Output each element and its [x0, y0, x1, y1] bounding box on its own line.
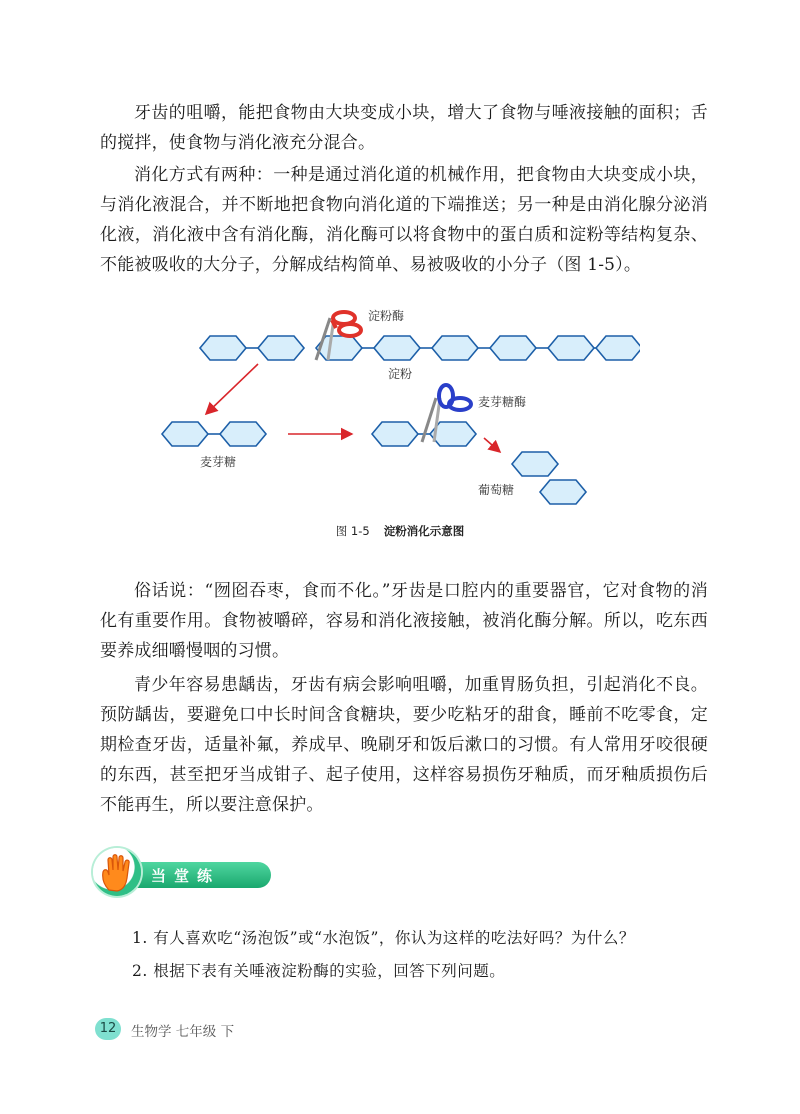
arrow-starch-to-maltose [206, 364, 258, 414]
hexagon [372, 422, 418, 446]
hexagon [200, 336, 246, 360]
hexagon [540, 480, 586, 504]
hexagon [220, 422, 266, 446]
page-number: 12 [95, 1018, 121, 1040]
question-1: 1. 有人喜欢吃“汤泡饭”或“水泡饭”，你认为这样的吃法好吗？为什么？ [132, 929, 635, 947]
hexagon [258, 336, 304, 360]
label-maltase: 麦芽糖酶 [478, 395, 527, 409]
question-2: 2. 根据下表有关唾液淀粉酶的实验，回答下列问题。 [132, 962, 506, 980]
figure-caption-number: 图 1-5 [335, 524, 370, 538]
hexagon [548, 336, 594, 360]
paragraph-digestion-methods: 消化方式有两种：一种是通过消化道的机械作用，把食物由大块变成小块，与消化液混合，并不断地把食物向消化道的下端推送；另一种是由消化腺分泌消化液，消化液中含有消化酶，消化酶可以将食物中的蛋白质和淀粉等结构复杂、不能被吸收的大分子，分解成结构简单、易被吸收的小分子（图 1-5）。 [100, 165, 708, 275]
hexagon [490, 336, 536, 360]
glucose-molecules [512, 452, 586, 504]
book-title: 生物学 七年级 下 [131, 1024, 235, 1040]
label-amylase: 淀粉酶 [368, 309, 405, 323]
label-glucose: 葡萄糖 [478, 483, 515, 497]
practice-banner [93, 848, 273, 898]
hexagon [432, 336, 478, 360]
label-starch: 淀粉 [388, 367, 413, 381]
hexagon [162, 422, 208, 446]
figure-caption [0, 523, 800, 539]
practice-badge [93, 848, 141, 896]
paragraph-dental-caries: 青少年容易患龋齿，牙齿有病会影响咀嚼，加重胃肠负担，引起消化不良。预防龋齿，要避免口中长时间含食糖块，要少吃粘牙的甜食，睡前不吃零食，定期检查牙齿，适量补氟，养成早、晚刷牙和饭后漱口的习惯。有人常用牙咬很硬的东西，甚至把牙当成钳子、起子使用，这样容易损伤牙釉质，而牙釉质损伤后不能再生，所以要注意保护。 [100, 675, 708, 815]
arrow-to-glucose [484, 438, 500, 452]
practice-title: 当堂练 [151, 867, 221, 885]
hexagon [374, 336, 420, 360]
hand-icon [99, 852, 135, 892]
figure-caption-title: 淀粉消化示意图 [383, 524, 465, 538]
paragraph-chewing: 牙齿的咀嚼，能把食物由大块变成小块，增大了食物与唾液接触的面积；舌的搅拌，使食物与消化液充分混合。 [100, 103, 708, 153]
hexagon [596, 336, 640, 360]
starch-digestion-figure [160, 298, 640, 513]
paragraph-proverb: 俗话说：“囫囵吞枣，食而不化。”牙齿是口腔内的重要器官，它对食物的消化有重要作用。食物被嚼碎，容易和消化液接触，被消化酶分解。所以，吃东西要养成细嚼慢咽的习惯。 [100, 581, 708, 661]
label-maltose: 麦芽糖 [200, 455, 237, 469]
maltose-molecule [162, 422, 266, 446]
hexagon [512, 452, 558, 476]
